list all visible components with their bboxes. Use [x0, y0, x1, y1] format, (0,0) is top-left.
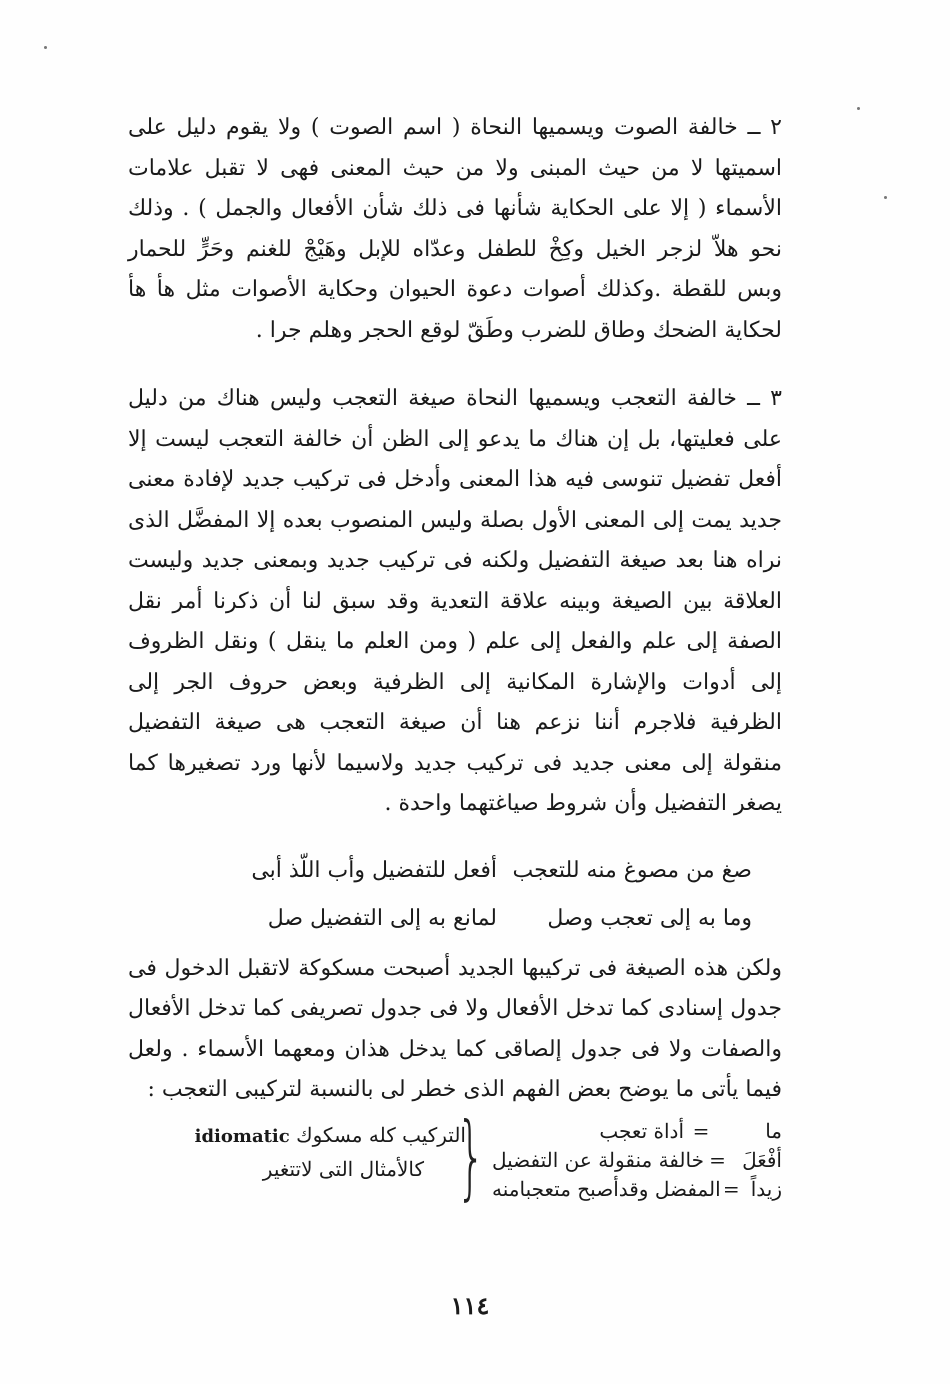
- definition-row: [492, 1117, 782, 1146]
- poem-verses: [128, 847, 782, 943]
- definition-row: [492, 1146, 782, 1175]
- analysis-comment: [195, 1117, 466, 1185]
- verse-second-hemistich: لمانع به إلى التفضيل صل: [267, 906, 497, 931]
- comment-line-2: كالأمثال التى لاتتغير: [262, 1156, 424, 1181]
- verse: [128, 847, 752, 895]
- paragraph-3: ٣ ــ خالفة التعجب ويسميها النحاة صيغة التعجب وليس هناك من دليل على فعليتها، بل إن هناك ما يدعو إلى الظن أن خالفة التعجب ليست إلا أفعل تفضيل تنوسى فيه هذا المعنى وأدخل فى تركيب جديد لإفادة معنى جديد يمت إلى المعنى الأول بصلة وليس المنصوب بعده إلا المفضَّل الذى نراه هنا بعد صيغة التفضيل ولكنه فى تركيب جديد وبمعنى جديد وليست العلاقة بين الصيغة وبينه علاقة التعدية وقد سبق لنا أن ذكرنا أمر نقل الصفة إلى علم والفعل إلى علم ( ومن العلم ما ينقل ) ونقل الظروف إلى أدوات والإشارة المكانية إلى الظرفية وبعض حروف الجر إلى الظرفية فلاجرم أننا نزعم هنا أن صيغة التعجب هى صيغة التفضيل منقولة إلى معنى جديد فى تركيب جديد ولاسيما لأنها ورد تصغيرها كما يصغر التفضيل وأن شروط صياغتهما واحدة .: [128, 386, 782, 816]
- definition-row: [492, 1175, 782, 1204]
- scan-speck: [884, 196, 887, 199]
- page-body: [128, 108, 782, 1210]
- curly-brace-icon: {: [456, 1102, 486, 1210]
- verse: [128, 895, 752, 943]
- comment-arabic: التركيب كله مسكوك: [296, 1122, 466, 1147]
- equals-sign: =: [722, 1176, 740, 1201]
- verse-first-hemistich: وما به إلى تعجب وصل: [547, 906, 752, 931]
- verse-second-hemistich: أفعل للتفضيل وأب اللّذ أبى: [251, 858, 497, 883]
- definition-text: أداة تعجب: [599, 1118, 684, 1143]
- definition-term: أفْعَلَ: [742, 1147, 782, 1172]
- paragraph-4: ولكن هذه الصيغة فى تركيبها الجديد أصبحت مسكوكة لاتقبل الدخول فى جدول إسنادى كما تدخل الأفعال ولا فى جدول تصريفى كما تدخل الأفعال والصفات ولا فى جدول إلصاقى كما يدخل هذان ومعهما الأسماء . ولعل فيما يأتى ما يوضح بعض الفهم الذى خطر لى بالنسبة لتركيبى التعجب :: [128, 955, 782, 1102]
- definition-term: زيداً: [750, 1176, 782, 1201]
- paragraph-2: ٢ ــ خالفة الصوت ويسميها النحاة ( اسم الصوت ) ولا يقوم دليل على اسميتها لا من حيث المبنى ولا من حيث المعنى فهى لا تقبل علامات الأسماء ( إلا على الحكاية شأنها فى ذلك شأن الأفعال والجمل ) . وذلك نحو هلاّ لزجر الخيل وكِخْ للطفل وعدّاه للإبل وهَيْجْ للغنم وحَرٍّ للحمار وبس للقطة .وكذلك أصوات دعوة الحيوان وحكاية الأصوات مثل هأ هأ لحكاية الضحك وطاق للضرب وطَقّ لوقع الحجر وهلم جرا .: [128, 115, 782, 343]
- definition-text: خالفة منقولة عن التفضيل: [492, 1147, 704, 1172]
- scan-speck: [44, 46, 47, 49]
- definitions: [492, 1117, 782, 1204]
- analysis-table: [128, 1102, 782, 1210]
- definition-text: المفضل وقدأصبح متعجبامنه: [492, 1176, 721, 1201]
- page-number: ١١٤: [450, 1291, 490, 1320]
- equals-sign: =: [709, 1147, 726, 1172]
- comment-english-term: idiomatic: [194, 1125, 290, 1147]
- verse-first-hemistich: صغ من مصوغ منه للتعجب: [512, 858, 752, 883]
- definition-term: ما: [765, 1118, 782, 1143]
- equals-sign: =: [692, 1118, 710, 1143]
- scan-speck: [857, 107, 860, 110]
